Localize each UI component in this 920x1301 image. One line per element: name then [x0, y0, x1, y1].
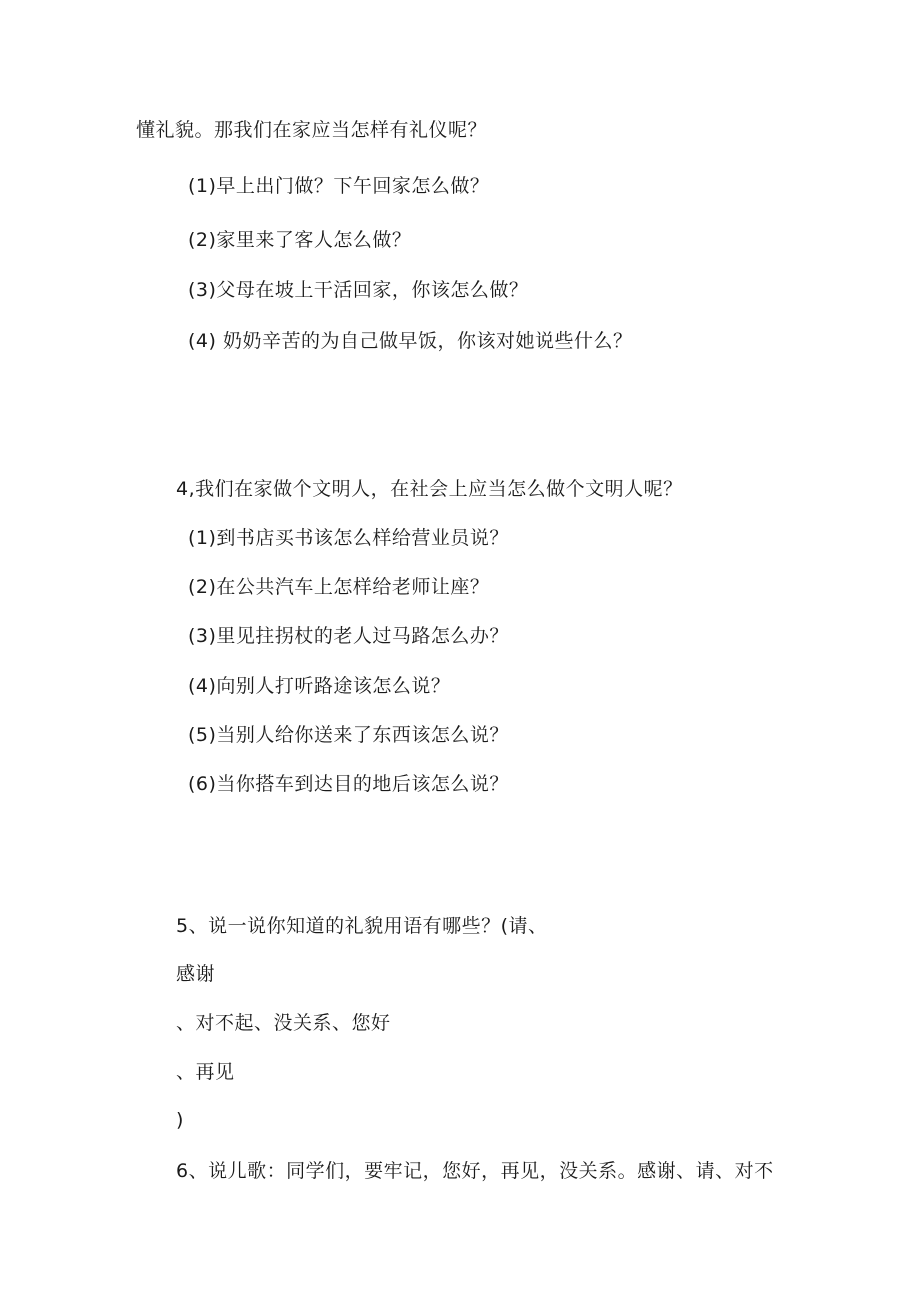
society-question-1: (1)到书店买书该怎么样给营业员说？ [188, 527, 509, 549]
home-question-4: (4) 奶奶辛苦的为自己做早饭，你该对她说些什么？ [188, 330, 633, 352]
section-6-line: 6、说儿歌：同学们，要牢记，您好，再见，没关系。感谢、请、对不 [176, 1160, 774, 1182]
society-question-6: (6)当你搭车到达目的地后该怎么说？ [188, 773, 509, 795]
home-question-2: (2)家里来了客人怎么做？ [188, 229, 412, 251]
society-question-4: (4)向别人打听路途该怎么说？ [188, 675, 451, 697]
society-question-3: (3)里见拄拐杖的老人过马路怎么办？ [188, 625, 509, 647]
society-question-5: (5)当别人给你送来了东西该怎么说？ [188, 724, 509, 746]
society-question-2: (2)在公共汽车上怎样给老师让座？ [188, 576, 490, 598]
home-question-1: (1)早上出门做？下午回家怎么做？ [188, 175, 490, 197]
section-4-heading: 4,我们在家做个文明人，在社会上应当怎么做个文明人呢？ [176, 478, 683, 500]
section-5-heading: 5、说一说你知道的礼貌用语有哪些？(请、 [176, 915, 548, 937]
section-5-line-1: 感谢 [176, 963, 216, 985]
intro-line: 懂礼貌。那我们在家应当怎样有礼仪呢？ [136, 119, 488, 141]
section-5-line-2: 、对不起、没关系、您好 [176, 1012, 391, 1034]
section-5-line-4: ) [176, 1109, 184, 1131]
home-question-3: (3)父母在坡上干活回家，你该怎么做？ [188, 279, 529, 301]
section-5-line-3: 、再见 [176, 1061, 235, 1083]
